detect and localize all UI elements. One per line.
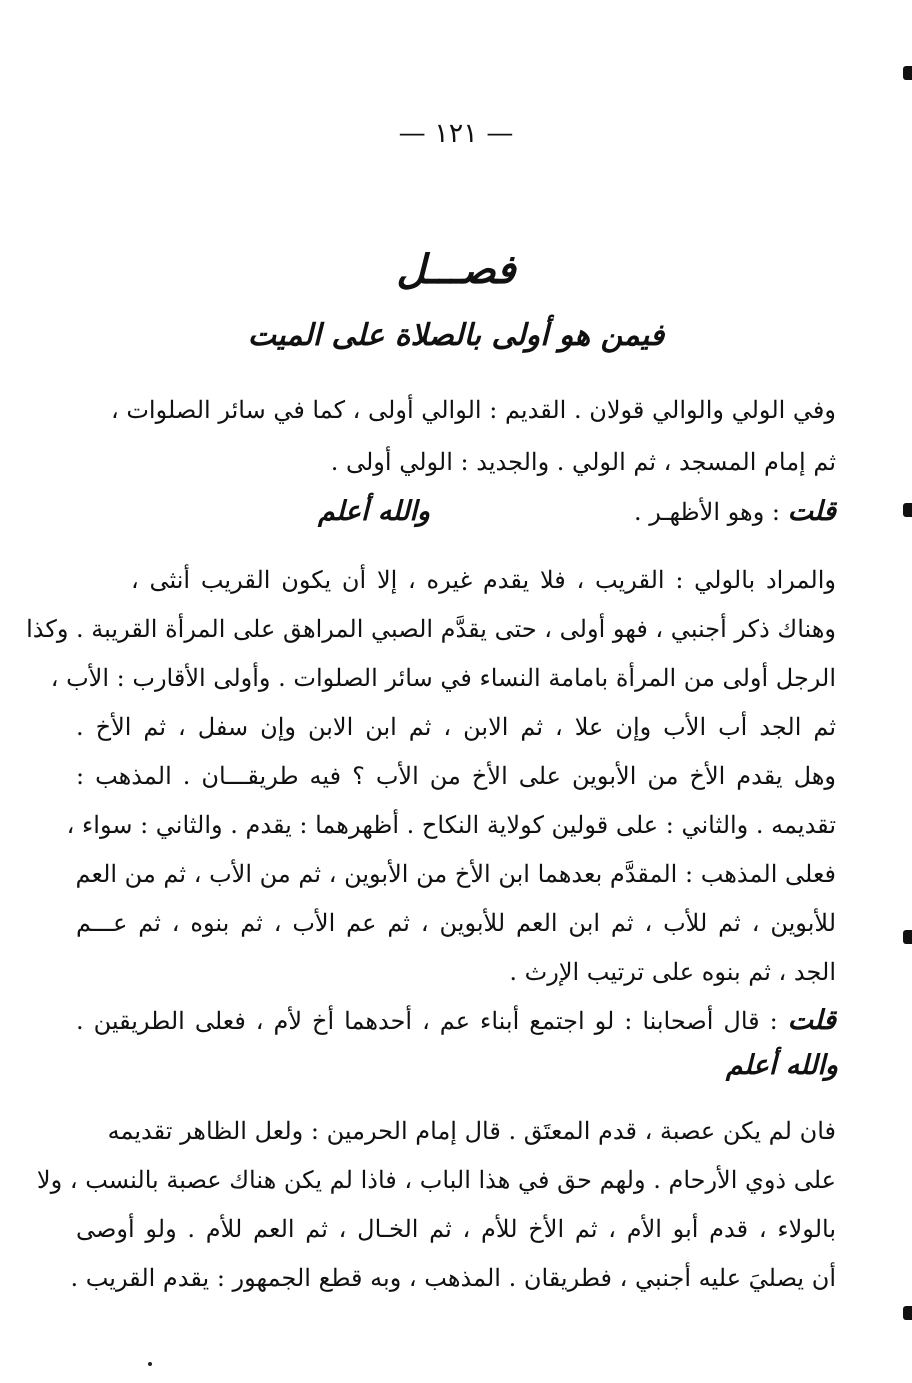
qult-1-line (76, 494, 836, 530)
qult-1-closing: والله أعلم (318, 496, 431, 527)
paragraph-2-line-5: وهل يقدم الأخ من الأبوين على الأخ من الأب ؟ فيه طريقـــان . المذهب : (76, 762, 836, 790)
paragraph-2-line-8: للأبوين ، ثم للأب ، ثم ابن العم للأبوين ، ثم عم الأب ، ثم بنوه ، ثم عـــم (76, 909, 837, 937)
paragraph-3-line-2: على ذوي الأرحام . ولهم حق في هذا الباب ، فاذا لم يكن هناك عصبة بالنسب ، ولا (36, 1166, 836, 1194)
paragraph-3-line-3: بالولاء ، قدم أبو الأم ، ثم الأخ للأم ، ثم الخـال ، ثم العم للأم . ولو أوصى (76, 1215, 836, 1243)
margin-mark (903, 930, 912, 944)
margin-mark (903, 503, 912, 517)
scan-speck (148, 1362, 152, 1366)
margin-mark (903, 66, 912, 80)
qult-1-text: : وهو الأظهـر . (633, 498, 780, 526)
paragraph-2-line-7: فعلى المذهب : المقدَّم بعدهما ابن الأخ من الأبوين ، ثم من الأب ، ثم من العم (75, 860, 836, 888)
page-number: — ١٢١ — (398, 118, 514, 149)
paragraph-2-line-2: وهناك ذكر أجنبي ، فهو أولى ، حتى يقدَّم الصبي المراهق على المرأة القريبة . وكذا (26, 615, 836, 643)
qult-2-line (76, 1003, 836, 1039)
section-subtitle: فيمن هو أولى بالصلاة على الميت (247, 318, 665, 353)
paragraph-2-line-1: والمراد بالولي : القريب ، فلا يقدم غيره ، إلا أن يكون القريب أنثى ، (131, 566, 836, 594)
qult-1-label: قلت (787, 496, 836, 527)
paragraph-2-line-4: ثم الجد أب الأب وإن علا ، ثم الابن ، ثم ابن الابن وإن سفل ، ثم الأخ . (76, 713, 837, 741)
paragraph-2-line-3: الرجل أولى من المرأة بامامة النساء في سائر الصلوات . وأولى الأقارب : الأب ، (50, 664, 836, 692)
paragraph-1-line-2: ثم إمام المسجد ، ثم الولي . والجديد : الولي أولى . (330, 448, 836, 476)
paragraph-1-line-1: وفي الولي والوالي قولان . القديم : الوالي أولى ، كما في سائر الصلوات ، (110, 396, 836, 424)
margin-mark (903, 1306, 912, 1320)
paragraph-3-line-1: فان لم يكن عصبة ، قدم المعتَق . قال إمام الحرمين : ولعل الظاهر تقديمه (107, 1117, 836, 1145)
qult-2-closing: والله أعلم (725, 1050, 838, 1081)
qult-2-label: قلت (787, 1005, 837, 1036)
paragraph-2-line-9: الجد ، ثم بنوه على ترتيب الإرث . (509, 958, 836, 986)
section-title: فصـــل (396, 246, 516, 293)
qult-2-text: : قال أصحابنا : لو اجتمع أبناء عم ، أحدهما أخ لأم ، فعلى الطريقين . (76, 1007, 778, 1035)
paragraph-2-line-6: تقديمه . والثاني : على قولين كولاية النكاح . أظهرهما : يقدم . والثاني : سواء ، (66, 811, 836, 839)
paragraph-3-line-4: أن يصليَ عليه أجنبي ، فطريقان . المذهب ، وبه قطع الجمهور : يقدم القريب . (70, 1264, 836, 1292)
